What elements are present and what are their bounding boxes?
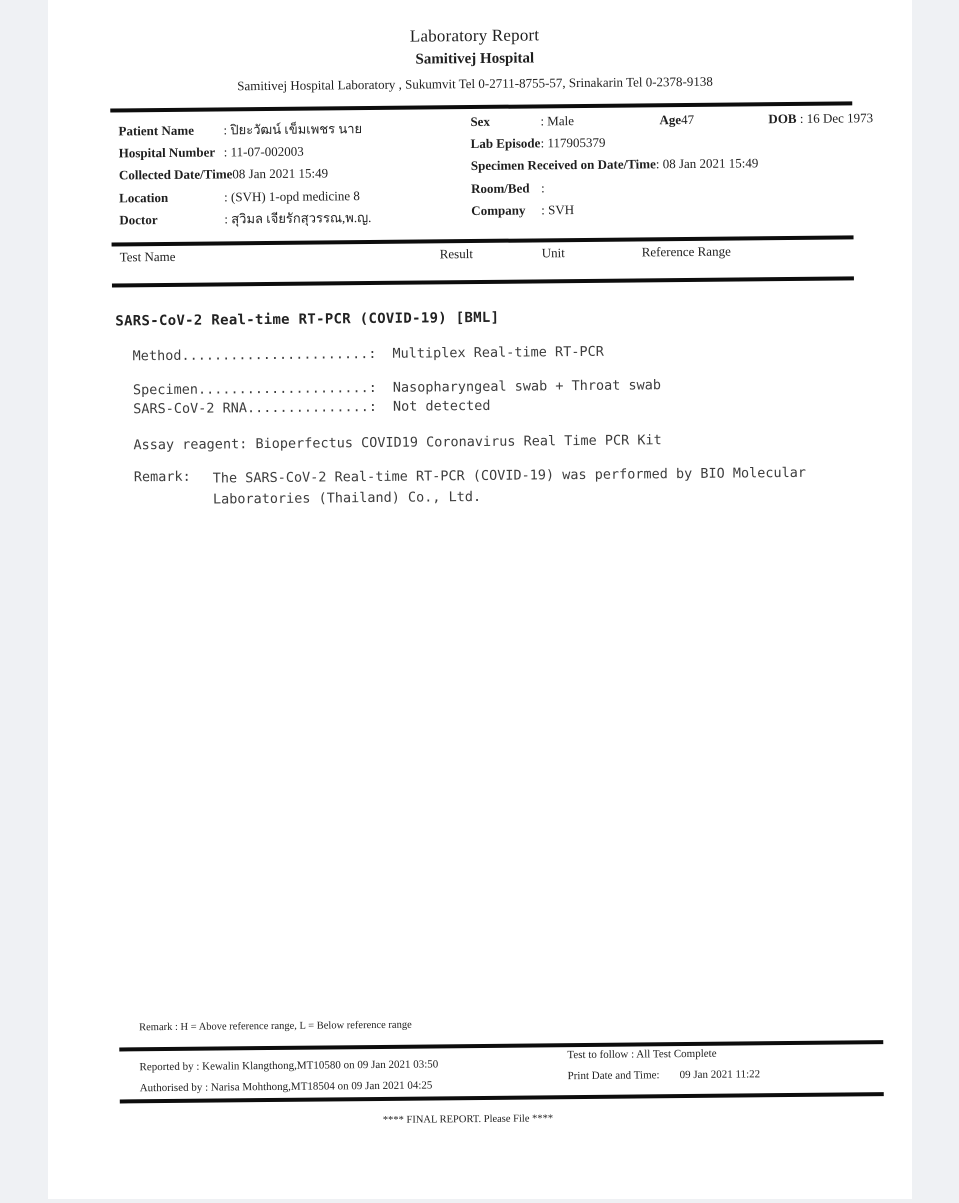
collected-datetime-label: Collected Date/Time [118,166,233,183]
room-bed-label: Room/Bed [470,180,530,196]
reported-by-line: Reported by : Kewalin Klangthong,MT10580 on 09 Jan 2021 03:50 [139,1058,439,1074]
doctor-value: : สุวิมล เจียรักสุวรรณ,พ.ญ. [224,209,372,227]
remark-row [134,463,807,511]
patient-name-label: Patient Name [118,122,195,139]
age-label: Age [659,112,682,128]
print-date-time-row [568,1068,761,1082]
age-value: 47 [680,111,695,128]
method-value: Multiplex Real-time RT-PCR [392,343,604,362]
hospital-number-value: : 11-07-002003 [223,143,304,160]
column-unit: Unit [541,245,565,261]
method-row [133,344,604,365]
footer-bottom-divider [120,1092,884,1103]
specimen-label: Specimen.....................: [132,379,377,399]
patient-info-left-column [118,117,469,231]
company-value: : SVH [541,201,575,218]
specimen-received-label: Specimen Received on Date/Time [470,156,656,174]
test-heading: SARS-CoV-2 Real-time RT-PCR (COVID-19) [BML] [115,309,500,330]
age-field [659,109,694,132]
patient-name-value: : ปิยะวัฒน์ เข็มเพชร นาย [223,121,363,138]
dob-value: : 16 Dec 1973 [796,110,874,126]
location-value: : (SVH) 1-opd medicine 8 [224,187,360,204]
hospital-number-label: Hospital Number [118,144,216,161]
print-date-time-value: 09 Jan 2021 11:22 [679,1068,761,1082]
collected-datetime-value: 08 Jan 2021 15:49 [232,165,329,182]
print-date-time-label: Print Date and Time: [567,1069,660,1083]
dob-field [768,107,873,130]
sex-value: : Male [540,113,575,129]
specimen-row [133,377,661,398]
final-report-line: **** FINAL REPORT. Please File **** [382,1113,554,1126]
results-table-header [45,242,909,280]
company-row [471,196,901,222]
column-reference-range: Reference Range [641,243,731,260]
sars-cov-2-rna-row [133,398,491,417]
sars-cov-2-rna-result: Not detected [392,397,491,415]
remark-label: Remark: [133,468,191,486]
patient-info-right-column [470,107,901,222]
dob-label: DOB [768,110,797,127]
doctor-row [119,206,469,232]
remark-line-1: The SARS-CoV-2 Real-time RT-PCR (COVID-19) was performed by BIO Molecular [212,464,807,487]
footer-top-divider [119,1040,883,1051]
remark-body [213,463,807,511]
page-title: Laboratory Report [409,25,540,46]
column-test-name: Test Name [119,248,176,265]
doctor-label: Doctor [119,211,158,228]
reference-range-note: Remark : H = Above reference range, L = Below reference range [139,1019,412,1034]
remark-line-2: Laboratories (Thailand) Co., Ltd. [212,488,482,508]
lab-episode-value: : 117905379 [540,134,606,151]
specimen-received-value: : 08 Jan 2021 15:49 [655,155,759,172]
laboratory-contact-line: Samitivej Hospital Laboratory , Sukumvit Tel 0-2711-8755-57, Srinakarin Tel 0-2378-9138 [237,73,713,94]
lab-episode-label: Lab Episode [470,135,541,152]
column-result: Result [439,246,473,262]
specimen-value: Nasopharyngeal swab + Throat swab [392,377,662,396]
report-page [48,0,912,1199]
assay-reagent-line: Assay reagent: Bioperfectus COVID19 Coronavirus Real Time PCR Kit [133,432,662,454]
authorised-by-line: Authorised by : Narisa Mohthong,MT18504 on 09 Jan 2021 04:25 [139,1079,433,1095]
hospital-name: Samitivej Hospital [415,50,535,68]
scan-tilt-wrapper [42,0,917,1203]
room-bed-value: : [540,179,545,195]
method-label: Method.......................: [132,345,377,365]
sars-cov-2-rna-label: SARS-CoV-2 RNA...............: [133,398,378,418]
company-label: Company [471,202,526,218]
report-header [43,22,908,96]
test-to-follow-line: Test to follow : All Test Complete [567,1047,717,1062]
sex-label: Sex [470,113,490,130]
location-label: Location [119,189,169,205]
